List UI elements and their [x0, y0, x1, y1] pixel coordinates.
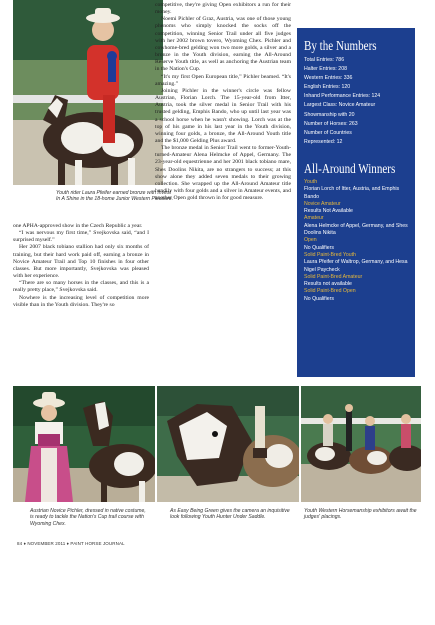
winner-name: Florian Lorch of Itter, Austria, and Emphis Bando: [304, 186, 400, 200]
stat-item: Represented: 12: [304, 138, 343, 145]
stat-item: Number of Countries: [304, 129, 352, 136]
winner-category: Open: [304, 237, 317, 244]
caption-austrian-exhibitor: Austrian Novice Pichler, dressed in native costume, is ready to tackle the Nation's Cup trail course with Wyoming Chex.: [30, 508, 146, 527]
sidebar-title-winners: All-Around Winners: [304, 160, 396, 176]
stat-item: Largest Class: Novice Amateur: [304, 102, 376, 109]
winner-category: Youth: [304, 178, 318, 185]
winner-category: Solid Paint-Bred Youth: [304, 251, 356, 258]
photo-austrian-exhibitor: [13, 386, 155, 502]
winner-name: Laura Pfeifer of Waltrop, Germany, and Hesa Nigel Paycheck: [304, 259, 408, 273]
stat-item: Showmanship with 20: [304, 111, 355, 118]
body-column-1: [13, 223, 149, 309]
stat-item: Halter Entries: 208: [304, 66, 347, 73]
winner-name: No Qualifiers: [304, 244, 334, 251]
stat-item: Inhand Performance Entries: 124: [304, 93, 381, 100]
sidebar-title-numbers: By the Numbers: [304, 38, 377, 53]
winner-category: Solid Paint-Bred Amateur: [304, 273, 363, 280]
stat-item: Number of Horses: 263: [304, 120, 358, 127]
caption-horse-portrait: As Easy Being Green gives the camera an inquisitive look following Youth Hunter Under Saddle.: [170, 508, 290, 521]
paragraph: “I was nervous my first time,” Svejkovska said, “and I surprised myself.”: [13, 230, 149, 244]
paragraph: The bronze medal in Senior Trail went to former-Youth-turned-Amateur Alena Helmcke of Appel, Germany. The 23-year-old equestrienne and her 2001 black tobiano mare, Shes Doolins Nikita, are no strangers to success; at this show alone they added seven medals to their growing collection. She wrapped up the All-Around Amateur title handily with four golds and a silver in Amateur events, and another Open gold thrown in for good measure.: [155, 145, 291, 202]
winner-category: Solid Paint-Bred Open: [304, 288, 356, 295]
by-the-numbers-sidebar: [297, 28, 415, 377]
paragraph: Noemi Pichler of Graz, Austria, was one of those young phenoms who simply knocked the socks off the competition, winning Senior Trail under all five judges with her 2002 brown tovero, Wyoming Chex. Pichler and cowhome-bred gelding won two more golds, a silver and a bronze in the Youth division, earning the All-Around Reserve Youth title, as well as anchoring the Austrian team in the Nation's Cup.: [155, 16, 291, 73]
photo-youth-horsemanship: [301, 386, 421, 502]
photo-horse-portrait: [157, 386, 299, 502]
paragraph: one APHA-approved show in the Czech Republic a year.: [13, 223, 143, 229]
paragraph: Nowhere is the increasing level of competition more visible than in the Youth division. They're so: [13, 294, 149, 308]
footer-separator: ♦: [66, 541, 71, 546]
stat-item: Western Entries: 336: [304, 75, 353, 82]
footer-separator: ♦: [23, 541, 28, 546]
caption-youth-rider: Youth rider Laura Pfeifer earned bronze with Invest In A Shine in the 18-home Junior Western Pleasure.: [56, 190, 174, 203]
paragraph: “It's my first Open European title,” Pichler beamed. “It's amazing.”: [155, 73, 291, 87]
page-footer: [17, 541, 125, 546]
winners-list: [304, 179, 409, 303]
winner-name: Results Not Available: [304, 208, 353, 215]
body-column-2: [155, 2, 291, 202]
paragraph: Her 2007 black tobiano stallion had only six months of training, but their hard work paid off, earning a bronze in Novice Amateur Trail and Top 10 finishes in four other classes. But more importantly, Svejkovska was pleased with her experience.: [13, 244, 149, 280]
winner-category: Amateur: [304, 215, 324, 222]
winner-name: Results not available: [304, 281, 352, 288]
page-number: 84: [17, 541, 23, 546]
caption-youth-horsemanship: Youth Western Horsemanship exhibitors await the judges' placings.: [304, 508, 417, 521]
stat-item: English Entries: 120: [304, 84, 351, 91]
winner-name: No Qualifiers: [304, 295, 334, 302]
photo-youth-rider: [13, 0, 163, 185]
magazine-name: PAINT HORSE JOURNAL: [70, 541, 125, 546]
stats-list: [304, 56, 409, 147]
paragraph: “There are so many horses in the classes, and this is a really pretty place,” Svejkovska said.: [13, 280, 149, 294]
paragraph: competitive, they're giving Open exhibitors a run for their money.: [155, 2, 291, 16]
paragraph: Joining Pichler in the winner's circle was fellow Austrian, Florian Lorch. The 15-year-old from Itter, Austria, took the silver medal in Senior Trail with his trusted gelding, Emphis Bando, who up until last year was a school horse when he wasn't showing. Lorch was at the top of his game in his last year in the Youth division, winning four golds, a bronze, the All-Around Youth title and the $1,000 Gelding Plus award.: [155, 87, 291, 144]
issue-date: NOVEMBER 2011: [27, 541, 66, 546]
winner-category: Novice Amateur: [304, 200, 341, 207]
winner-name: Alena Helmcke of Appel, Germany, and Shes Doolins Nikita: [304, 222, 408, 237]
stat-item: Total Entries: 786: [304, 57, 345, 63]
